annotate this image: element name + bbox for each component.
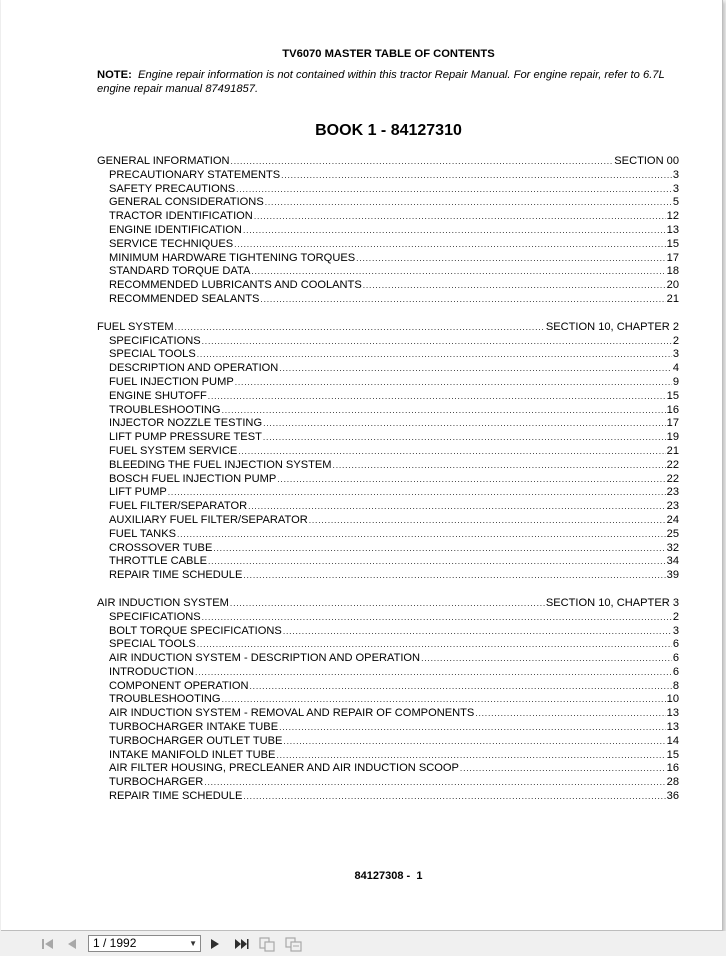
toc-entry[interactable]: SPECIAL TOOLS ..... 6: [97, 638, 679, 652]
previous-page-icon: [67, 938, 77, 950]
toc-entry[interactable]: RECOMMENDED LUBRICANTS AND COOLANTS ..... 20: [97, 279, 679, 293]
toc-entry[interactable]: FUEL SYSTEM SERVICE ..... 21: [97, 445, 679, 459]
toc-entry[interactable]: MINIMUM HARDWARE TIGHTENING TORQUES ..... 17: [97, 252, 679, 266]
toc-entry[interactable]: TRACTOR IDENTIFICATION ..... 12: [97, 210, 679, 224]
table-of-contents: [97, 155, 679, 818]
page-number-select[interactable]: [88, 935, 201, 952]
toc-entry[interactable]: LIFT PUMP PRESSURE TEST ..... 19: [97, 431, 679, 445]
page-footer: 84127308 - 1: [354, 870, 423, 882]
toc-entry[interactable]: TURBOCHARGER OUTLET TUBE ..... 14: [97, 735, 679, 749]
toc-entry[interactable]: TURBOCHARGER INTAKE TUBE ..... 13: [97, 721, 679, 735]
chevron-down-icon: ▼: [189, 939, 197, 948]
toc-entry[interactable]: FUEL TANKS ..... 25: [97, 528, 679, 542]
toc-entry[interactable]: INTRODUCTION ..... 6: [97, 666, 679, 680]
page-title: TV6070 MASTER TABLE OF CONTENTS: [282, 48, 495, 60]
toc-entry[interactable]: CROSSOVER TUBE ..... 32: [97, 542, 679, 556]
toc-entry[interactable]: RECOMMENDED SEALANTS ..... 21: [97, 293, 679, 307]
toc-entry[interactable]: AUXILIARY FUEL FILTER/SEPARATOR ..... 24: [97, 514, 679, 528]
toc-entry[interactable]: REPAIR TIME SCHEDULE ..... 39: [97, 569, 679, 583]
next-page-icon: [210, 938, 220, 950]
toc-entry[interactable]: BLEEDING THE FUEL INJECTION SYSTEM ..... 22: [97, 459, 679, 473]
toc-entry[interactable]: SPECIFICATIONS ..... 2: [97, 611, 679, 625]
single-page-view-icon: [259, 937, 276, 952]
toc-entry[interactable]: AIR INDUCTION SYSTEM - REMOVAL AND REPAIR OF COMPONENTS ..... 13: [97, 707, 679, 721]
first-page-button[interactable]: [40, 936, 54, 952]
two-page-view-icon: [285, 937, 302, 952]
toc-entry[interactable]: AIR INDUCTION SYSTEM - DESCRIPTION AND OPERATION ..... 6: [97, 652, 679, 666]
toc-entry[interactable]: SPECIAL TOOLS ..... 3: [97, 348, 679, 362]
note-paragraph: [97, 69, 697, 96]
toc-entry[interactable]: DESCRIPTION AND OPERATION ..... 4: [97, 362, 679, 376]
toc-entry[interactable]: SPECIFICATIONS ..... 2: [97, 335, 679, 349]
toc-entry[interactable]: GENERAL CONSIDERATIONS ..... 5: [97, 196, 679, 210]
toc-entry[interactable]: INJECTOR NOZZLE TESTING ..... 17: [97, 417, 679, 431]
toc-entry[interactable]: LIFT PUMP ..... 23: [97, 486, 679, 500]
toc-entry[interactable]: INTAKE MANIFOLD INLET TUBE ..... 15: [97, 749, 679, 763]
toc-entry[interactable]: ENGINE IDENTIFICATION ..... 13: [97, 224, 679, 238]
note-label: NOTE:: [97, 69, 132, 81]
toc-entry[interactable]: SERVICE TECHNIQUES ..... 15: [97, 238, 679, 252]
toc-entry[interactable]: PRECAUTIONARY STATEMENTS ..... 3: [97, 169, 679, 183]
two-page-view-button[interactable]: [284, 936, 302, 952]
toc-entry[interactable]: FUEL FILTER/SEPARATOR ..... 23: [97, 500, 679, 514]
toc-section: [97, 155, 679, 307]
toc-entry[interactable]: SAFETY PRECAUTIONS ..... 3: [97, 183, 679, 197]
toc-entry[interactable]: AIR FILTER HOUSING, PRECLEANER AND AIR INDUCTION SCOOP ..... 16: [97, 762, 679, 776]
toc-entry[interactable]: BOLT TORQUE SPECIFICATIONS ..... 3: [97, 625, 679, 639]
toc-section-heading[interactable]: FUEL SYSTEM ..... SECTION 10, CHAPTER 2: [97, 321, 679, 335]
toc-entry[interactable]: TURBOCHARGER ..... 28: [97, 776, 679, 790]
previous-page-button[interactable]: [66, 936, 78, 952]
last-page-icon: [234, 938, 249, 950]
toc-entry[interactable]: REPAIR TIME SCHEDULE ..... 36: [97, 790, 679, 804]
single-page-view-button[interactable]: [258, 936, 276, 952]
last-page-button[interactable]: [233, 936, 249, 952]
next-page-button[interactable]: [209, 936, 221, 952]
toc-section: [97, 597, 679, 804]
toc-entry[interactable]: TROUBLESHOOTING ..... 16: [97, 404, 679, 418]
first-page-icon: [41, 938, 54, 950]
toc-section: [97, 321, 679, 583]
toc-entry[interactable]: TROUBLESHOOTING ..... 10: [97, 693, 679, 707]
note-text: Engine repair information is not contained within this tractor Repair Manual. For engine repair, refer to 6.7L engine repair manual 87491857.: [97, 69, 665, 95]
page-indicator: 1 / 1992: [93, 936, 137, 950]
viewer-toolbar: [0, 931, 726, 956]
toc-entry[interactable]: COMPONENT OPERATION ..... 8: [97, 680, 679, 694]
book-title: BOOK 1 - 84127310: [315, 122, 462, 139]
toc-section-heading[interactable]: GENERAL INFORMATION ..... SECTION 00: [97, 155, 679, 169]
toc-entry[interactable]: BOSCH FUEL INJECTION PUMP ..... 22: [97, 473, 679, 487]
toc-entry[interactable]: FUEL INJECTION PUMP ..... 9: [97, 376, 679, 390]
toc-section-heading[interactable]: AIR INDUCTION SYSTEM ..... SECTION 10, CHAPTER 3: [97, 597, 679, 611]
toc-entry[interactable]: STANDARD TORQUE DATA ..... 18: [97, 265, 679, 279]
document-page: [1, 0, 723, 931]
toc-entry[interactable]: THROTTLE CABLE ..... 34: [97, 555, 679, 569]
toc-entry[interactable]: ENGINE SHUTOFF ..... 15: [97, 390, 679, 404]
